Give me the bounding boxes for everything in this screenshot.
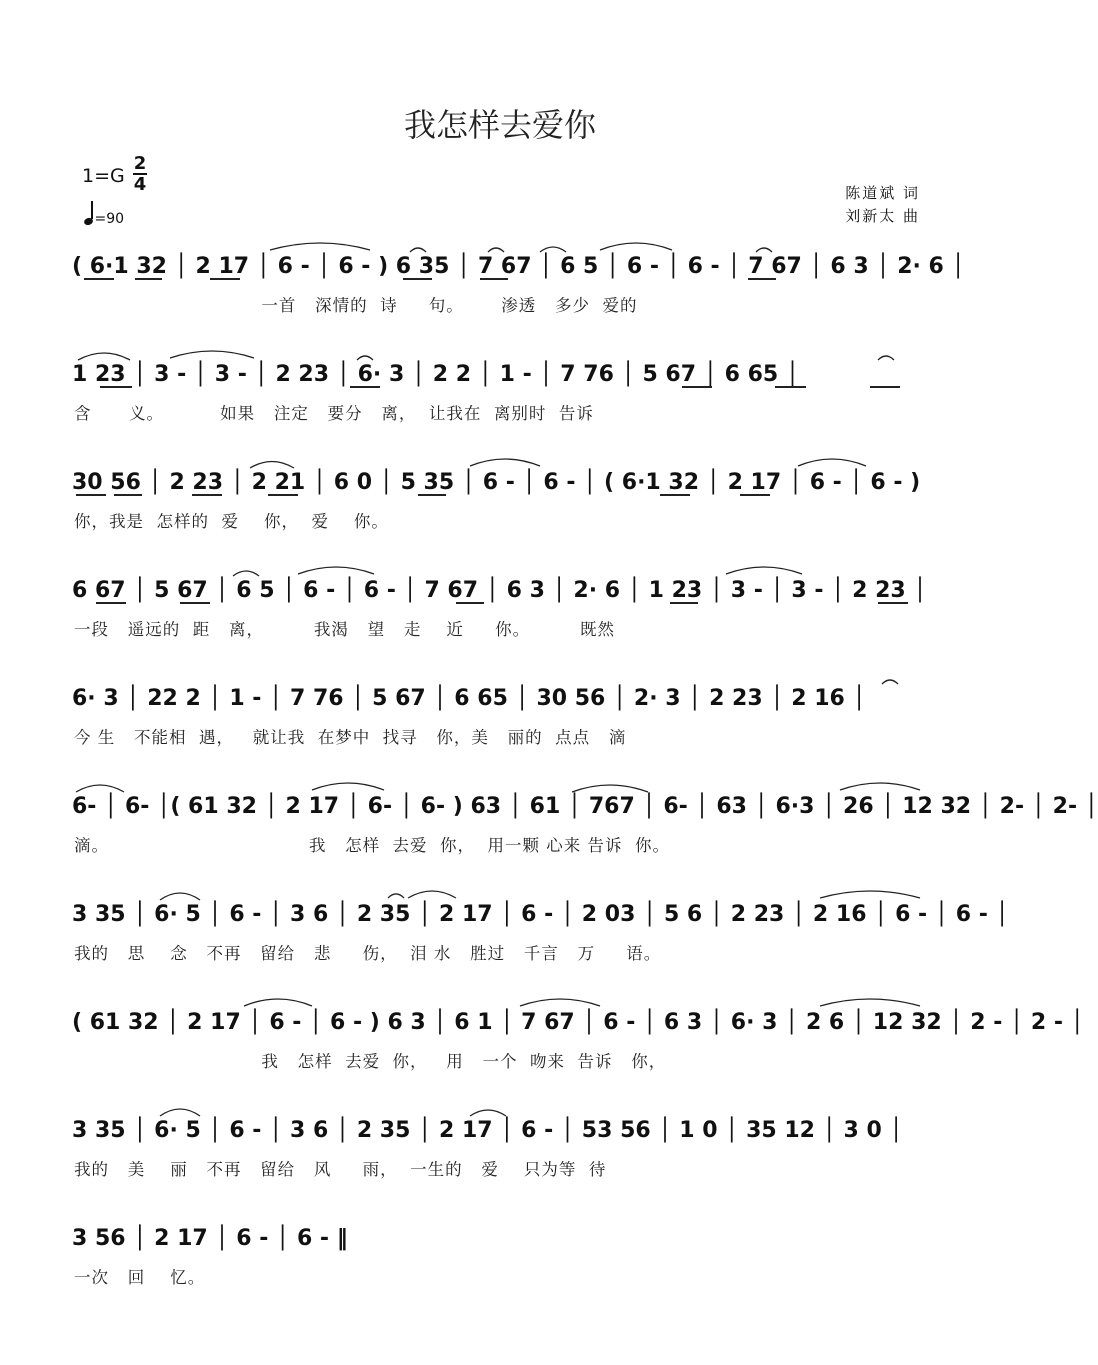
tempo-marking	[84, 205, 124, 227]
composer-credit: 刘新太 曲	[845, 207, 920, 225]
notation-row-2: 1 23 │ 3 - │ 3 - │ 2 23 │ 6· 3 │ 2 2 │ 1 - │ 7 76 │ 5 67 │ 6 65 │	[72, 362, 800, 387]
lyrics-row-4: 一段 遥远的 距 离， 我渴 望 走 近 你。 既然	[74, 620, 616, 639]
notation-row-10: 3 56 │ 2 17 │ 6 - │ 6 - ‖	[72, 1226, 348, 1251]
lyrics-row-8: 我 怎样 去爱 你， 用 一个 吻来 告诉 你，	[74, 1052, 667, 1071]
time-signature-bottom: 4	[133, 174, 147, 195]
key-signature: 1=G	[82, 165, 125, 187]
time-signature-top: 2	[133, 153, 147, 174]
lyrics-row-3: 你，我是 怎样的 爱 你， 爱 你。	[74, 512, 389, 531]
lyrics-row-9: 我的 美 丽 不再 留给 风 雨， 一生的 爱 只为等 待	[74, 1160, 607, 1179]
lyrics-row-1: 一首 深情的 诗 句。 渗透 多少 爱的	[74, 296, 638, 315]
notation-row-9: 3 35 │ 6· 5 │ 6 - │ 3 6 │ 2 35 │ 2 17 │ 6 - │ 53 56 │ 1 0 │ 35 12 │ 3 0 │	[72, 1118, 903, 1143]
credits	[845, 182, 920, 228]
lyrics-row-5: 今 生 不能相 遇， 就让我 在梦中 找寻 你，美 丽的 点点 滴	[74, 728, 627, 747]
notation-row-8: ( 61 32 │ 2 17 │ 6 - │ 6 - ) 6 3 │ 6 1 │ 7 67 │ 6 - │ 6 3 │ 6· 3 │ 2 6 │ 12 32 │ 2 - │ 2 - │	[72, 1010, 1084, 1035]
lyrics-row-6: 滴。 我 怎样 去爱 你， 用一颗 心来 告诉 你。	[74, 836, 671, 855]
notation-row-5: 6· 3 │ 22 2 │ 1 - │ 7 76 │ 5 67 │ 6 65 │ 30 56 │ 2· 3 │ 2 23 │ 2 16 │	[72, 686, 866, 711]
tempo-value: =90	[94, 211, 125, 227]
lyricist-credit: 陈道斌 词	[845, 184, 920, 202]
note-stem	[91, 201, 93, 219]
lyrics-row-10: 一次 回 忆。	[74, 1268, 206, 1287]
notation-row-1: ( 6·1 32 │ 2 17 │ 6 - │ 6 - ) 6 35 │ 7 67 │ 6 5 │ 6 - │ 6 - │ 7 67 │ 6 3 │ 2· 6 │	[72, 254, 965, 279]
lyrics-row-2: 含 义。 如果 注定 要分 离， 让我在 离别时 告诉	[74, 404, 594, 423]
notation-row-6: 6- │ 6- │( 61 32 │ 2 17 │ 6- │ 6- ) 63 │ 61 │ 767 │ 6- │ 63 │ 6·3 │ 26 │ 12 32 │ 2- │ 2- │	[72, 794, 1098, 819]
notation-row-4: 6 67 │ 5 67 │ 6 5 │ 6 - │ 6 - │ 7 67 │ 6 3 │ 2· 6 │ 1 23 │ 3 - │ 3 - │ 2 23 │	[72, 578, 927, 603]
song-title: 我怎样去爱你	[403, 106, 596, 144]
time-signature	[133, 154, 147, 194]
notation-row-7: 3 35 │ 6· 5 │ 6 - │ 3 6 │ 2 35 │ 2 17 │ 6 - │ 2 03 │ 5 6 │ 2 23 │ 2 16 │ 6 - │ 6 - │	[72, 902, 1009, 927]
lyrics-row-7: 我的 思 念 不再 留给 悲 伤， 泪 水 胜过 千言 万 语。	[74, 944, 662, 963]
notation-row-3: 30 56 │ 2 23 │ 2 21 │ 6 0 │ 5 35 │ 6 - │ 6 - │ ( 6·1 32 │ 2 17 │ 6 - │ 6 - )	[72, 470, 921, 495]
